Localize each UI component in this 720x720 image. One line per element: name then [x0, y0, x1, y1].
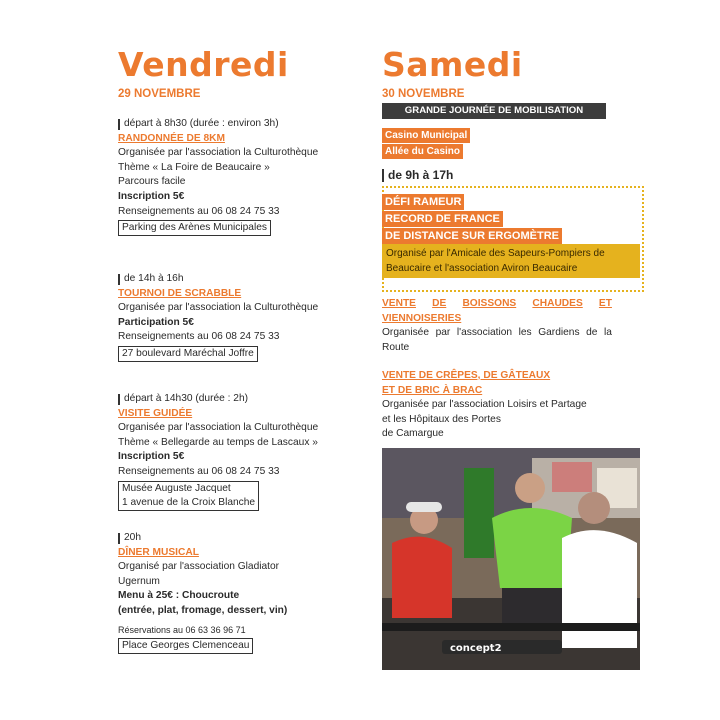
event-price: Participation 5€: [118, 316, 194, 328]
event-line: Ugernum: [118, 575, 160, 587]
event-organizer: Organisée par l'association les Gardiens de la: [382, 327, 612, 339]
event-time: 20h: [118, 531, 340, 546]
event-scrabble: [118, 272, 340, 362]
event-time: départ à 8h30 (durée : environ 3h): [118, 117, 340, 132]
saturday-date: 30 NOVEMBRE: [382, 88, 465, 100]
event-organizer: Organisée par l'association Loisirs et Partage: [382, 399, 587, 411]
event-line: Parcours facile: [118, 176, 186, 188]
event-organizer-line: Route: [382, 341, 410, 353]
event-contact: Renseignements au 06 08 24 75 33: [118, 465, 280, 477]
saturday-title: Samedi: [382, 45, 523, 84]
event-organizer-line: de Camargue: [382, 428, 444, 440]
event-title-line: ET DE BRIC À BRAC: [382, 384, 483, 396]
event-title: VISITE GUIDÉE: [118, 407, 193, 419]
challenge-title: DÉFI RAMEUR RECORD DE FRANCE DE DISTANCE SUR ERGOMÈTRE: [382, 194, 562, 245]
event-visite: [118, 392, 340, 511]
challenge-organizer: Organisé par l'Amicale des Sapeurs-Pompiers de Beaucaire et l'association Aviron Beaucaire: [382, 244, 640, 278]
photo-machine-label: concept2: [450, 643, 502, 654]
event-organizer-line: et les Hôpitaux des Portes: [382, 413, 501, 425]
event-contact: Renseignements au 06 08 24 75 33: [118, 205, 280, 217]
event-line: Organisée par l'association la Culturothèque: [118, 302, 319, 314]
event-location: Place Georges Clemenceau: [118, 638, 253, 654]
event-price: Inscription 5€: [118, 190, 185, 202]
venue-label: Casino Municipal Allée du Casino: [382, 128, 470, 160]
event-boissons: [382, 297, 612, 355]
friday-title: Vendredi: [118, 45, 289, 84]
event-title: VENTE DE CRÊPES, DE GÂTEAUX: [382, 370, 551, 381]
event-contact: Réservations au 06 63 36 96 71: [118, 624, 246, 635]
event-location: Parking des Arènes Municipales: [118, 220, 271, 236]
event-line: Organisé par l'association Gladiator: [118, 561, 280, 573]
event-line: Organisée par l'association la Culturothèque: [118, 147, 319, 159]
event-title: VENTE DE BOISSONS CHAUDES ET: [382, 298, 612, 309]
event-line: Organisée par l'association la Culturothèque: [118, 422, 319, 434]
event-price-detail: (entrée, plat, fromage, dessert, vin): [118, 604, 288, 616]
event-title: TOURNOI DE SCRABBLE: [118, 287, 242, 299]
event-price: Inscription 5€: [118, 451, 185, 463]
event-price: Menu à 25€ : Choucroute: [118, 590, 240, 602]
event-title: DÎNER MUSICAL: [118, 546, 199, 558]
friday-date: 29 NOVEMBRE: [118, 88, 201, 100]
event-randonnee: [118, 117, 340, 236]
saturday-time: de 9h à 17h: [382, 168, 453, 182]
event-line: Thème « Bellegarde au temps de Lascaux »: [118, 436, 318, 448]
event-location: 27 boulevard Maréchal Joffre: [118, 346, 258, 362]
event-contact: Renseignements au 06 08 24 75 33: [118, 331, 280, 343]
event-crepes: [382, 369, 642, 442]
event-time: de 14h à 16h: [118, 272, 340, 287]
event-time: départ à 14h30 (durée : 2h): [118, 392, 340, 407]
event-title-line: VIENNOISERIES: [382, 312, 462, 324]
event-diner: [118, 531, 340, 654]
event-location: Musée Auguste Jacquet 1 avenue de la Croix Blanche: [118, 481, 259, 511]
event-line: Thème « La Foire de Beaucaire »: [118, 161, 270, 173]
mobilisation-banner: GRANDE JOURNÉE DE MOBILISATION: [382, 103, 606, 119]
rowing-photo: [382, 448, 640, 670]
event-title: RANDONNÉE DE 8KM: [118, 132, 225, 144]
